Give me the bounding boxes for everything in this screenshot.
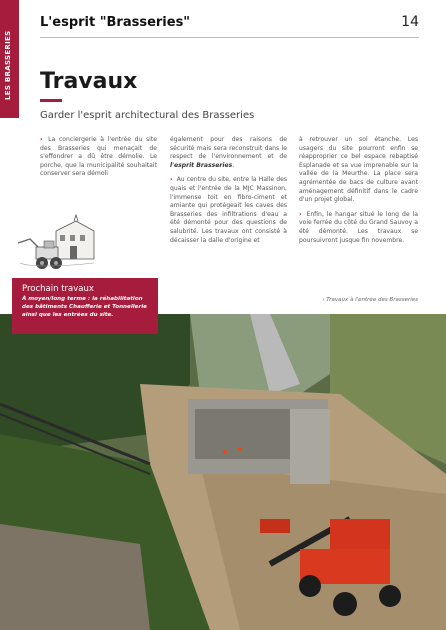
bulldozer-sketch-illustration [16,213,96,273]
construction-site-photo [0,314,446,630]
callout-text: À moyen/long terme : la réhabilitation des bâtiments Chaufferie et Tonnellerie ainsi que les entrées du site. [22,296,147,318]
photo-caption: › Travaux à l'entrée des Brasseries [322,297,418,303]
paragraph-end: . [232,161,235,169]
section-side-label: LES BRASSERIES [4,30,12,100]
paragraph-text: à retrouver un sol étanche. Les usagers du site pourront enfin se réapproprier ce bel espace rebaptisé Esplanade et sa vue imprenable sur la vallée de la Meurthe. La place sera agrémentée de bacs de culture avant aménagement définitif dans le cadre d'un projet global. [299,136,418,204]
paragraph [170,176,287,245]
paragraph [170,136,287,170]
text-column-1 [40,136,157,185]
paragraph-text: également pour des raisons de sécurité mais sera reconstruit dans le respect de l'environnement et de [170,136,287,161]
page-title: Travaux [40,69,138,94]
paragraph-text: Enfin, le hangar situé le long de la voie ferrée du côté du Grand Sauvoy a été démonté. Les travaux se poursuivront jusque fin novembre. [299,210,418,244]
text-column-3 [299,136,418,251]
paragraph [299,211,418,245]
bullet-arrow-icon: › [40,136,43,143]
bullet-arrow-icon: › [299,210,302,218]
header-title: L'esprit "Brasseries" [40,15,191,30]
paragraph-text: Au centre du site, entre la Halle des quais et l'entrée de la MJC Massinon, l'immense toit en fibro-ciment et amiante qui protégeait les caves des Brasseries des infiltrations d'eau a été démonté pour des questions de salubrité. Les travaux ont consisté à décaisser la dalle d'origine et [170,176,288,244]
upcoming-works-callout [12,278,158,334]
paragraph-text: La conciergerie à l'entrée du site des Brasseries qui menaçait de s'effondrer a dû être démolie. Le porche, que la municipalité souhaitait conserver sera démoli [40,136,157,178]
callout-title: Prochain travaux [22,284,94,294]
title-accent-bar [40,99,62,102]
text-column-2 [170,136,287,251]
paragraph [40,136,157,179]
paragraph [299,136,418,205]
bullet-arrow-icon: › [170,176,173,184]
page-number: 14 [401,14,419,30]
emphasis-text: l'esprit Brasseries [170,161,233,169]
page-subtitle: Garder l'esprit architectural des Brasseries [40,110,255,121]
header-divider [40,37,419,38]
section-side-tab [0,0,19,118]
